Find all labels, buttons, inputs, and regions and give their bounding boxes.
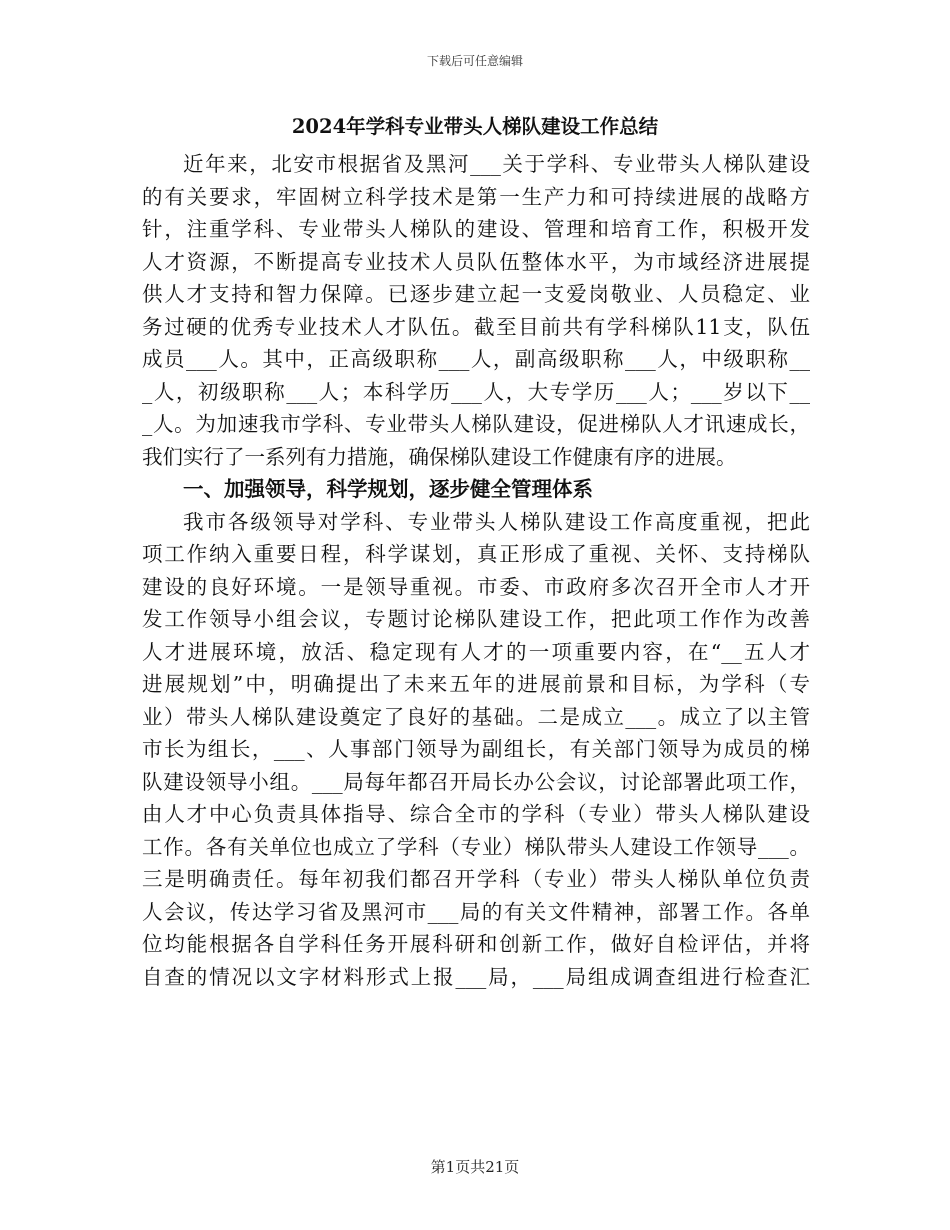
body-line-17: 进展规划”中，明确提出了未来五年的进展前景和目标，为学科（专 [142,672,810,696]
body-line-16: 人才进展环境，放活、稳定现有人才的一项重要内容，在“__五人才 [142,639,810,664]
body-line-19: 市长为组长，___、人事部门领导为副组长，有关部门领导为成员的梯 [142,737,810,761]
section-heading-1: 一、加强领导，科学规划，逐步健全管理体系 [183,477,593,501]
body-line-14: 建设的良好环境。一是领导重视。市委、市政府多次召开全市人才开 [142,574,810,599]
body-line-2: 的有关要求，牢固树立科学技术是第一生产力和可持续进展的战略方 [142,184,810,209]
body-line-21: 由人才中心负责具体指导、综合全市的学科（专业）带头人梯队建设 [142,802,810,826]
body-line-23: 三是明确责任。每年初我们都召开学科（专业）带头人梯队单位负责 [142,867,810,891]
body-line-26: 自查的情况以文字材料形式上报___局，___局组成调查组进行检查汇 [142,964,810,989]
body-line-6: 务过硬的优秀专业技术人才队伍。截至目前共有学科梯队11支，队伍 [142,314,810,339]
body-line-7: 成员___人。其中，正高级职称___人，副高级职称___人，中级职称__ [142,347,810,371]
body-line-8: _人，初级职称___人；本科学历___人，大专学历___人；___岁以下__ [142,379,810,404]
body-line-10: 我们实行了一系列有力措施，确保梯队建设工作健康有序的进展。 [142,444,737,469]
document-title: 2024年学科专业带头人梯队建设工作总结 [291,115,659,138]
body-line-15: 发工作领导小组会议，专题讨论梯队建设工作，把此项工作作为改善 [142,607,810,631]
body-line-4: 人才资源，不断提高专业技术人员队伍整体水平，为市域经济进展提 [142,249,810,274]
body-line-22: 工作。各有关单位也成立了学科（专业）梯队带头人建设工作领导___。 [142,834,810,859]
body-line-24: 人会议，传达学习省及黑河市___局的有关文件精神，部署工作。各单 [142,899,810,924]
page-footer: 第1页共21页 [430,1158,520,1176]
header-note: 下载后可任意编辑 [426,54,523,68]
body-line-25: 位均能根据各自学科任务开展科研和创新工作，做好自检评估，并将 [142,932,810,956]
document-body [142,148,810,993]
body-line-12: 我市各级领导对学科、专业带头人梯队建设工作高度重视，把此 [183,509,810,534]
body-line-1: 近年来，北安市根据省及黑河___关于学科、专业带头人梯队建设 [183,152,810,176]
body-line-9: _人。为加速我市学科、专业带头人梯队建设，促进梯队人才讯速成长， [142,412,810,436]
body-line-5: 供人才支持和智力保障。已逐步建立起一支爱岗敬业、人员稳定、业 [142,282,810,306]
body-line-20: 队建设领导小组。___局每年都召开局长办公会议，讨论部署此项工作， [142,769,810,794]
body-line-18: 业）带头人梯队建设奠定了良好的基础。二是成立___。成立了以主管 [142,704,810,729]
body-line-3: 针，注重学科、专业带头人梯队的建设、管理和培育工作，积极开发 [142,217,810,241]
body-line-13: 项工作纳入重要日程，科学谋划，真正形成了重视、关怀、支持梯队 [142,542,810,566]
